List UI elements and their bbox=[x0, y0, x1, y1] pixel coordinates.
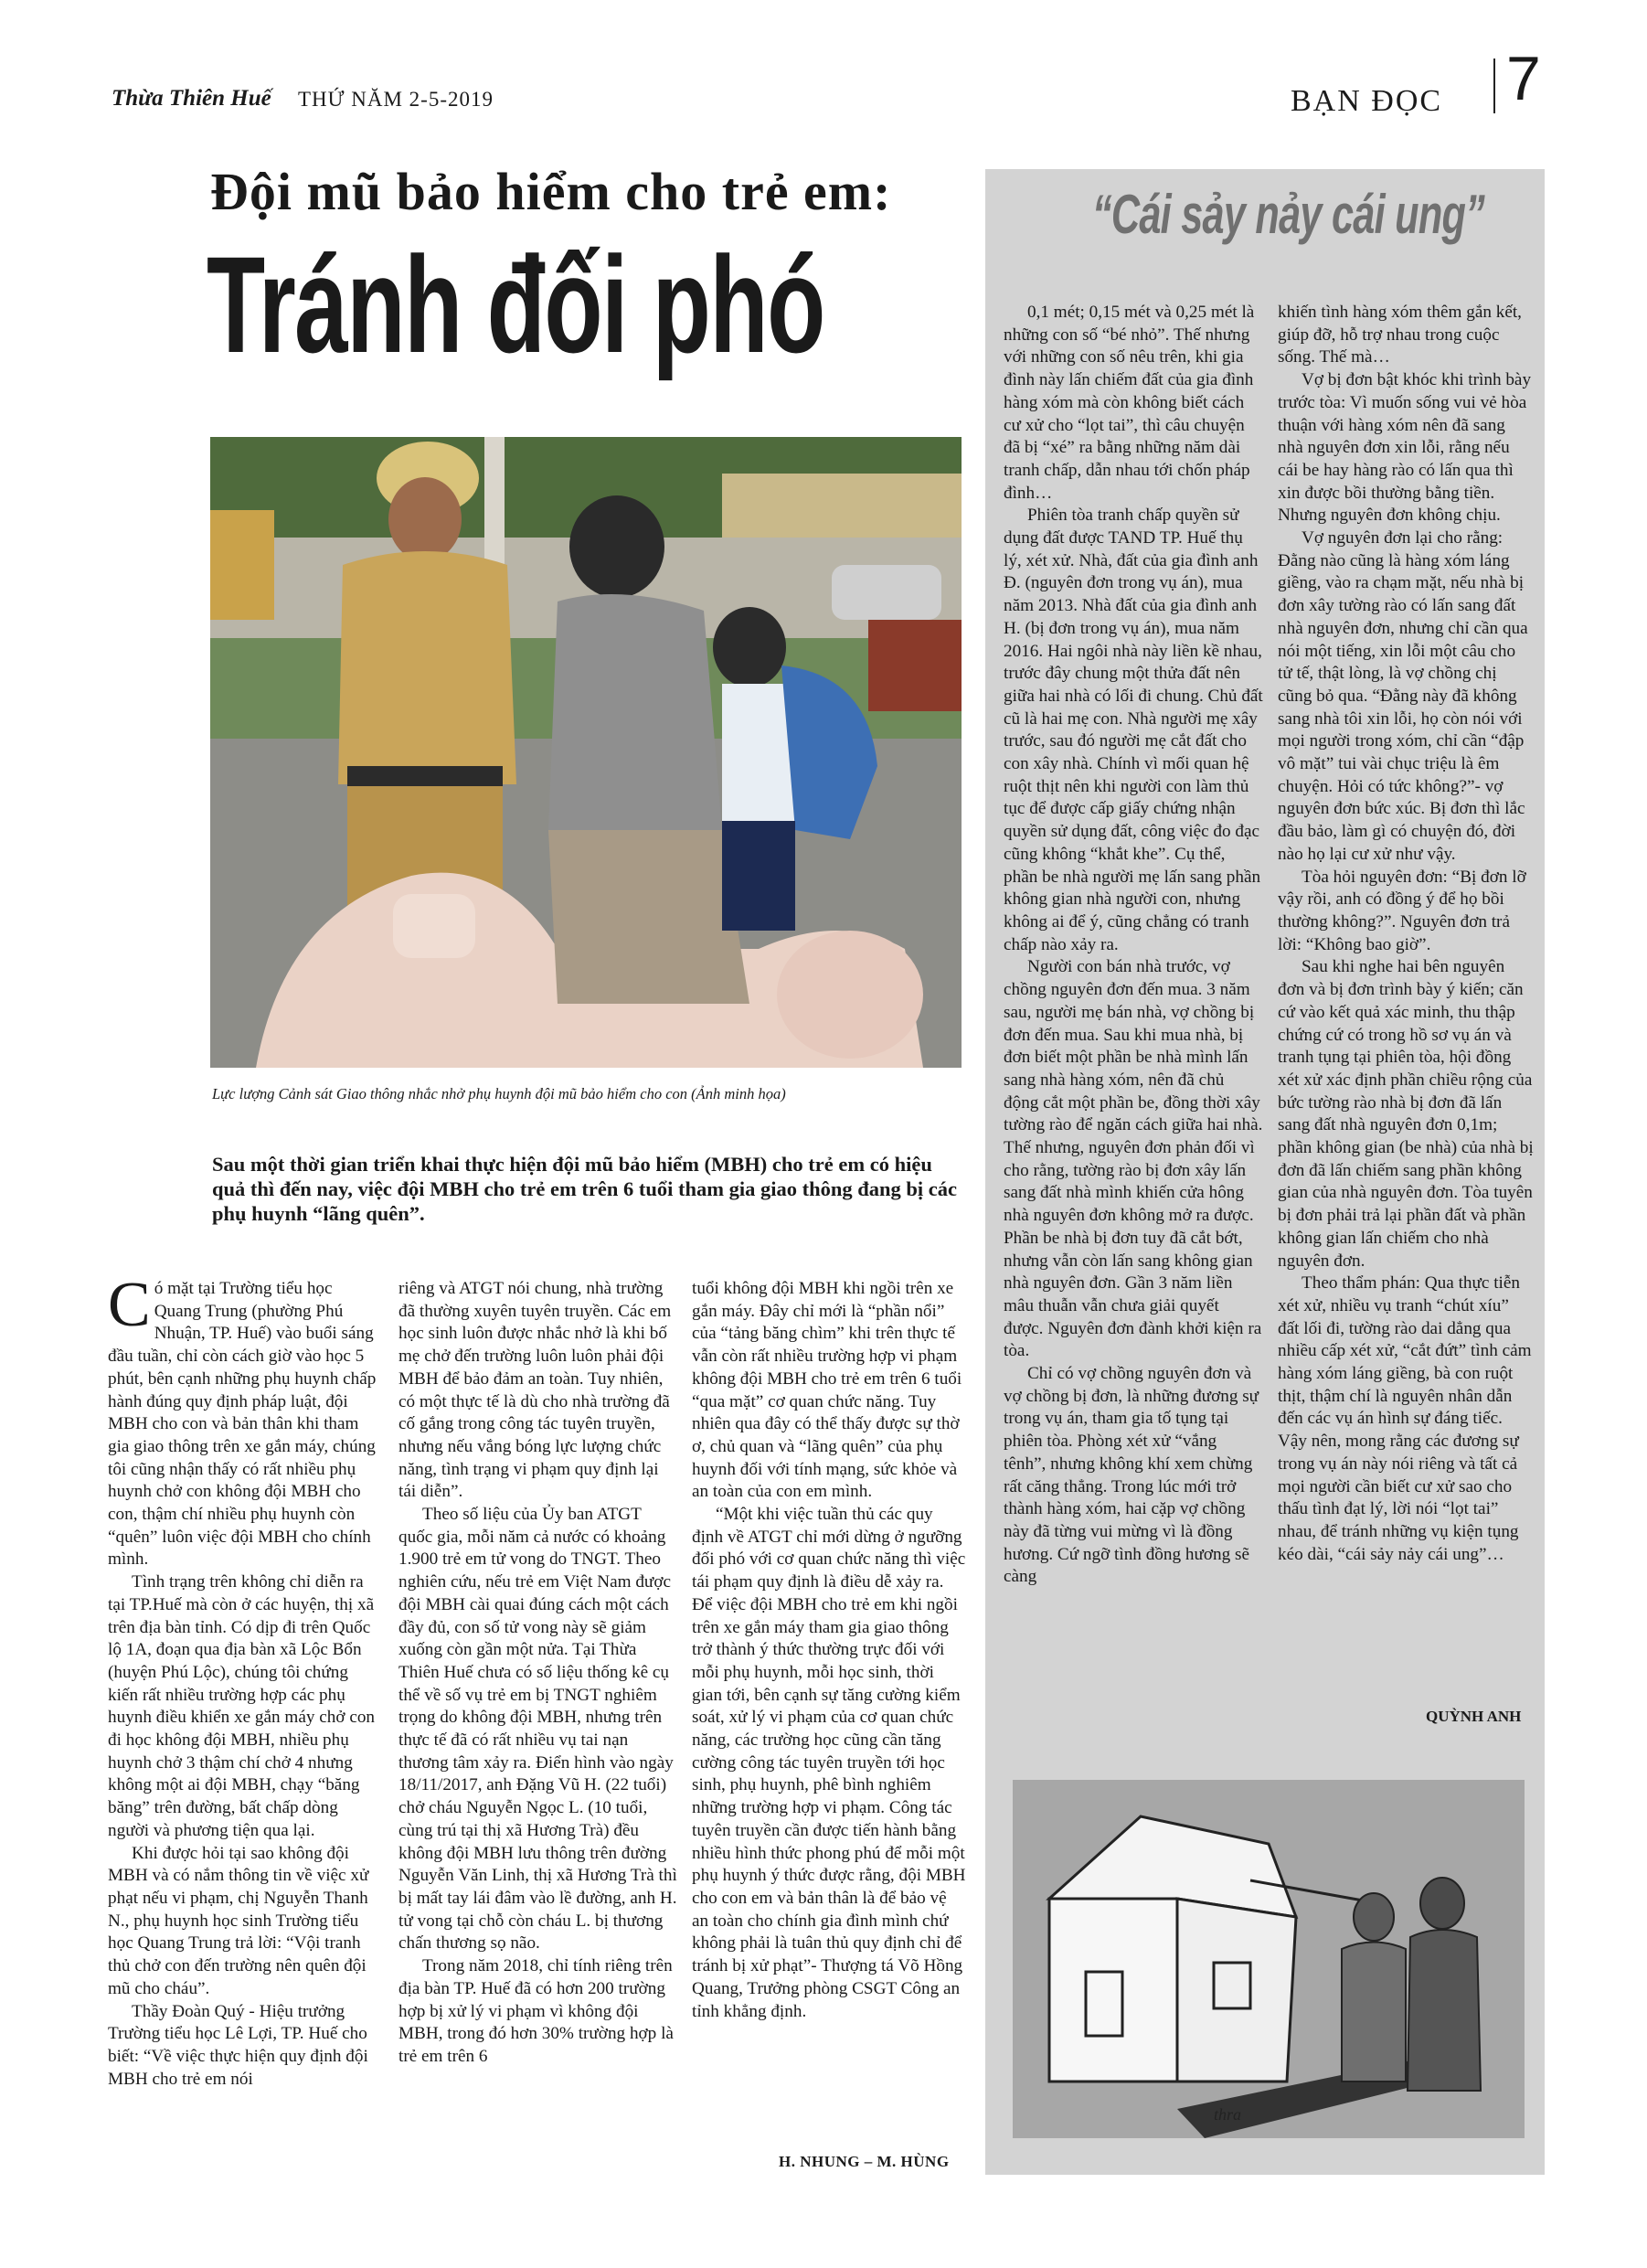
sidebar-paragraph: Người con bán nhà trước, vợ chồng nguyên đơn đến mua. 3 năm sau, người mẹ bán nhà, vợ chồng bị đơn đến mua. Sau khi mua nhà, bị đơn biết một phần be nhà mình lấn sang nhà hàng xóm, nên đã chủ động cắt một phần be, đồng thời xây tường rào để ngăn cách giữa hai nhà. Thế nhưng, nguyên đơn phản đối vì cho rằng, tường rào bị đơn xây lấn sang đất nhà mình khiến cửa hông nhà nguyên đơn không mở ra được. Phần be nhà bị đơn tuy đã cắt bớt, nhưng vẫn còn lấn sang không gian nhà nguyên đơn. Gần 3 năm liền mâu thuẫn vẫn chưa giải quyết được. Nguyên đơn đành khởi kiện ra tòa. bbox=[1004, 957, 1263, 1361]
newspaper-name: Thừa Thiên Huế bbox=[112, 86, 271, 111]
sidebar-column-1 bbox=[1004, 302, 1263, 1589]
sidebar-headline: “Cái sảy nảy cái ung” bbox=[1092, 184, 1485, 245]
drop-cap: C bbox=[108, 1270, 151, 1340]
header-divider bbox=[1493, 59, 1495, 113]
sidebar-paragraph: Tòa hỏi nguyên đơn: “Bị đơn lỡ vậy rồi, anh có đồng ý để họ bồi thường không?”. Nguyên đơn trả lời: “Không bao giờ”. bbox=[1278, 867, 1526, 954]
sidebar-byline: QUỲNH ANH bbox=[1426, 1708, 1522, 1725]
article-paragraph: “Một khi việc tuần thủ các quy định về ATGT chỉ mới dừng ở ngưỡng đối phó với cơ quan chức năng thì việc tái phạm quy định là điều dễ xảy ra. Để việc đội MBH cho trẻ em khi ngồi trên xe gắn máy tham gia giao thông trở thành ý thức thường trực đối với mỗi phụ huynh, mỗi học sinh, thời gian tới, bên cạnh sự tăng cường kiểm soát, xử lý vi phạm của cơ quan chức năng, các trường học cũng cần tăng cường công tác tuyên truyền tới học sinh, phụ huynh, phê bình nghiêm những trường hợp vi phạm. Công tác tuyên truyền cần được tiến hành bằng nhiều hình thức phong phú để mỗi một phụ huynh ý thức được rằng, đội MBH cho con em và bản thân là để bảo vệ an toàn cho chính gia đình mình chứ không phải là tuân thủ quy định chỉ để tránh bị xử phạt”- Thượng tá Võ Hồng Quang, Trưởng phòng CSGT Công an tỉnh khẳng định. bbox=[692, 1505, 966, 2021]
sidebar-illustration bbox=[1013, 1780, 1525, 2138]
sidebar-paragraph: khiến tình hàng xóm thêm gắn kết, giúp đỡ, hỗ trợ nhau trong cuộc sống. Thế mà… bbox=[1278, 303, 1522, 367]
section-name: BẠN ĐỌC bbox=[1291, 84, 1443, 118]
article-paragraph: Theo số liệu của Ủy ban ATGT quốc gia, mỗi năm cả nước có khoảng 1.900 trẻ em tử vong do TNGT. Theo nghiên cứu, nếu trẻ em Việt Nam được đội MBH cài quai đúng cách một cách đầy đủ, con số tử vong này sẽ giảm xuống còn gần một nửa. Tại Thừa Thiên Huế chưa có số liệu thống kê cụ thể về số vụ trẻ em bị TNGT nghiêm trọng do không đội MBH, nhưng trên thực tế đã có rất nhiều vụ tai nạn thương tâm xảy ra. Điển hình vào ngày 18/11/2017, anh Đặng Vũ H. (22 tuổi) chở cháu Nguyễn Ngọc L. (10 tuổi, cùng trú tại thị xã Hương Trà) đều không đội MBH lưu thông trên đường Nguyễn Văn Linh, thị xã Hương Trà thì bị mất tay lái đâm vào lề đường, anh H. tử vong tại chỗ còn cháu L. bị thương chấn thương sọ não. bbox=[398, 1505, 677, 1954]
article-headline: Tránh đối phó bbox=[207, 228, 824, 381]
article-byline: H. NHUNG – M. HÙNG bbox=[779, 2153, 950, 2170]
sidebar-paragraph: Vợ nguyên đơn lại cho rằng: Đằng nào cũng là hàng xóm láng giềng, vào ra chạm mặt, nếu nhà bị đơn xây tường rào có lấn sang đất nhà nguyên đơn, nhưng chỉ cần qua nói một tiếng, xin lỗi một câu cho tử tế, thật lòng, là vợ chồng chị cũng bỏ qua. “Đằng này đã không sang nhà tôi xin lỗi, họ còn nói với mọi người trong xóm, chỉ cần “đập vô mặt” tui vài chục triệu là êm chuyện. Hỏi có tức không?”- vợ nguyên đơn bức xúc. Bị đơn thì lắc đầu bảo, làm gì có chuyện đó, đời nào họ lại cư xử như vậy. bbox=[1278, 528, 1528, 864]
sidebar-paragraph: Theo thẩm phán: Qua thực tiễn xét xử, nhiều vụ tranh “chút xíu” đất lối đi, tường rào dai dẳng qua nhiều cấp xét xử, “cắt đứt” tình cảm hàng xóm láng giềng, bà con ruột thịt, thậm chí là nguyên nhân dẫn đến các vụ án hình sự đáng tiếc. Vậy nên, mong rằng các đương sự trong vụ án này nói riêng và tất cả mọi người cần biết cư xử sao cho thấu tình đạt lý, lời nói “lọt tai” nhau, để tránh những vụ kiện tụng kéo dài, “cái sảy nảy cái ung”… bbox=[1278, 1273, 1532, 1564]
article-paragraph: Tình trạng trên không chỉ diễn ra tại TP.Huế mà còn ở các huyện, thị xã trên địa bàn tỉnh. Có dịp đi trên Quốc lộ 1A, đoạn qua địa bàn xã Lộc Bổn (huyện Phú Lộc), chúng tôi chứng kiến rất nhiều trường hợp các phụ huynh điều khiển xe gắn máy chở con đi học không đội MBH, nhiều phụ huynh chở 3 thậm chí chở 4 nhưng không một ai đội MBH, chạy “băng băng” trên đường, bất chấp dòng người và phương tiện qua lại. bbox=[108, 1572, 376, 1840]
article-column-2 bbox=[398, 1278, 677, 2069]
illustration-signature: thra bbox=[1214, 2105, 1242, 2124]
traffic-police-photo bbox=[210, 437, 962, 1068]
article-photo bbox=[210, 437, 962, 1068]
article-kicker: Đội mũ bảo hiểm cho trẻ em: bbox=[210, 162, 892, 221]
neighbors-dispute-illustration bbox=[1013, 1780, 1525, 2138]
article-paragraph: Khi được hỏi tại sao không đội MBH và có nắm thông tin về việc xử phạt nếu vi phạm, chị Nguyễn Thanh N., phụ huynh học sinh Trường tiểu học Quang Trung trả lời: “Vội tranh thủ chở con đến trường nên quên đội mũ cho cháu”. bbox=[108, 1843, 369, 1998]
sidebar-paragraph: 0,1 mét; 0,15 mét và 0,25 mét là những con số “bé nhỏ”. Thế nhưng với những con số nêu trên, khi gia đình này lấn chiếm đất của gia đình hàng xóm mà còn không biết cách cư xử cho “lọt tai”, thì câu chuyện đã bị “xé” ra bằng những năm dài tranh chấp, dẫn nhau tới chốn pháp đình… bbox=[1004, 303, 1255, 503]
article-column-1 bbox=[108, 1270, 382, 2091]
sidebar-paragraph: Phiên tòa tranh chấp quyền sử dụng đất được TAND TP. Huế thụ lý, xét xử. Nhà, đất của gia đình anh Đ. (nguyên đơn trong vụ án), mua năm 2013. Nhà đất của gia đình anh H. (bị đơn trong vụ án), mua năm 2016. Hai ngôi nhà này liền kề nhau, trước đây chung một thửa đất nên giữa hai nhà có lối đi chung. Chủ đất cũ là hai mẹ con. Nhà người mẹ xây trước, sau đó người mẹ cắt đất cho con xây nhà. Chính vì mối quan hệ ruột thịt nên khi người con làm thủ tục để được cấp giấy chứng nhận quyền sử dụng đất, công việc đo đạc cũng không “khắt khe”. Cụ thể, phần be nhà người mẹ lấn sang phần không gian nhà người con, nhưng không ai để ý, cũng chẳng có tranh chấp nào xảy ra. bbox=[1004, 506, 1263, 954]
article-paragraph: tuổi không đội MBH khi ngồi trên xe gắn máy. Đây chỉ mới là “phần nổi” của “tảng băng chìm” khi trên thực tế vẫn còn rất nhiều trường hợp vi phạm không đội MBH cho trẻ em trên 6 tuổi “qua mặt” cơ quan chức năng. Tuy nhiên qua đây có thể thấy được sự thờ ơ, chủ quan và “lãng quên” của phụ huynh đối với tính mạng, sức khỏe và an toàn của con em mình. bbox=[692, 1279, 962, 1502]
issue-date: THỨ NĂM 2-5-2019 bbox=[298, 88, 494, 111]
article-paragraph: Trong năm 2018, chỉ tính riêng trên địa bàn TP. Huế đã có hơn 200 trường hợp bị xử lý vi phạm vì không đội MBH, trong đó hơn 30% trường hợp là trẻ em trên 6 bbox=[398, 1956, 674, 2066]
article-paragraph: Có mặt tại Trường tiểu học Quang Trung (phường Phú Nhuận, TP. Huế) vào buổi sáng đầu tuần, chỉ còn cách giờ vào học 5 phút, bên cạnh những phụ huynh chấp hành đúng quy định pháp luật, đội MBH cho con và bản thân khi tham gia giao thông trên xe gắn máy, chúng tôi cũng nhận thấy có rất nhiều phụ huynh chở con không đội MBH cho con, thậm chí nhiều phụ huynh còn “quên” luôn việc đội MBH cho chính mình. bbox=[108, 1270, 377, 1570]
sidebar-paragraph: Chỉ có vợ chồng nguyên đơn và vợ chồng bị đơn, là những đương sự trong vụ án, tham gia tố tụng tại phiên tòa. Phòng xét xử “vắng tênh”, nhưng không khí xem chừng rất căng thẳng. Trong lúc mới trở thành hàng xóm, hai cặp vợ chồng này đã từng vui mừng vì là đồng hương. Cứ ngỡ tình đồng hương sẽ càng bbox=[1004, 1364, 1259, 1587]
photo-caption: Lực lượng Cảnh sát Giao thông nhắc nhở phụ huynh đội mũ bảo hiểm cho con (Ảnh minh họa) bbox=[212, 1085, 786, 1102]
sidebar-column-2 bbox=[1278, 302, 1534, 1566]
article-paragraph: riêng và ATGT nói chung, nhà trường đã thường xuyên tuyên truyền. Các em học sinh luôn được nhắc nhở là khi bố mẹ chở đến trường luôn luôn phải đội MBH để bảo đảm an toàn. Tuy nhiên, có một thực tế là dù cho nhà trường đã cố gắng trong công tác tuyên truyền, nhưng nếu vắng bóng lực lượng chức năng, tình trạng vi phạm quy định lại tái diễn”. bbox=[398, 1279, 672, 1502]
page-number: 7 bbox=[1506, 44, 1541, 113]
article-column-3 bbox=[692, 1278, 966, 2023]
article-paragraph: Thầy Đoàn Quý - Hiệu trưởng Trường tiểu học Lê Lợi, TP. Huế cho biết: “Về việc thực hiện quy định đội MBH cho trẻ em nói bbox=[108, 2001, 368, 2089]
article-lead: Sau một thời gian triển khai thực hiện đội mũ bảo hiểm (MBH) cho trẻ em có hiệu quả thì đến nay, việc đội MBH cho trẻ em trên 6 tuổi tham gia giao thông đang bị các phụ huynh “lãng quên”. bbox=[212, 1153, 958, 1225]
sidebar-paragraph: Sau khi nghe hai bên nguyên đơn và bị đơn trình bày ý kiến; căn cứ vào kết quả xác minh, thu thập chứng cứ có trong hồ sơ vụ án và tranh tụng tại phiên tòa, hội đồng xét xử xác định phần chiều rộng của bức tường rào nhà bị đơn đã lấn sang đất nhà nguyên đơn 0,1m; phần không gian (be nhà) của nhà bị đơn đã lấn chiếm sang phần không gian của nhà nguyên đơn. Tòa tuyên bị đơn phải trả lại phần đất và phần không gian lấn chiếm cho nhà nguyên đơn. bbox=[1278, 957, 1534, 1271]
sidebar-paragraph: Vợ bị đơn bật khóc khi trình bày trước tòa: Vì muốn sống vui vẻ hòa thuận với hàng xóm nên đã sang nhà nguyên đơn xin lỗi, rằng nếu cái be hay hàng rào có lấn qua thì xin được bồi thường bằng tiền. Nhưng nguyên đơn không chịu. bbox=[1278, 370, 1532, 526]
